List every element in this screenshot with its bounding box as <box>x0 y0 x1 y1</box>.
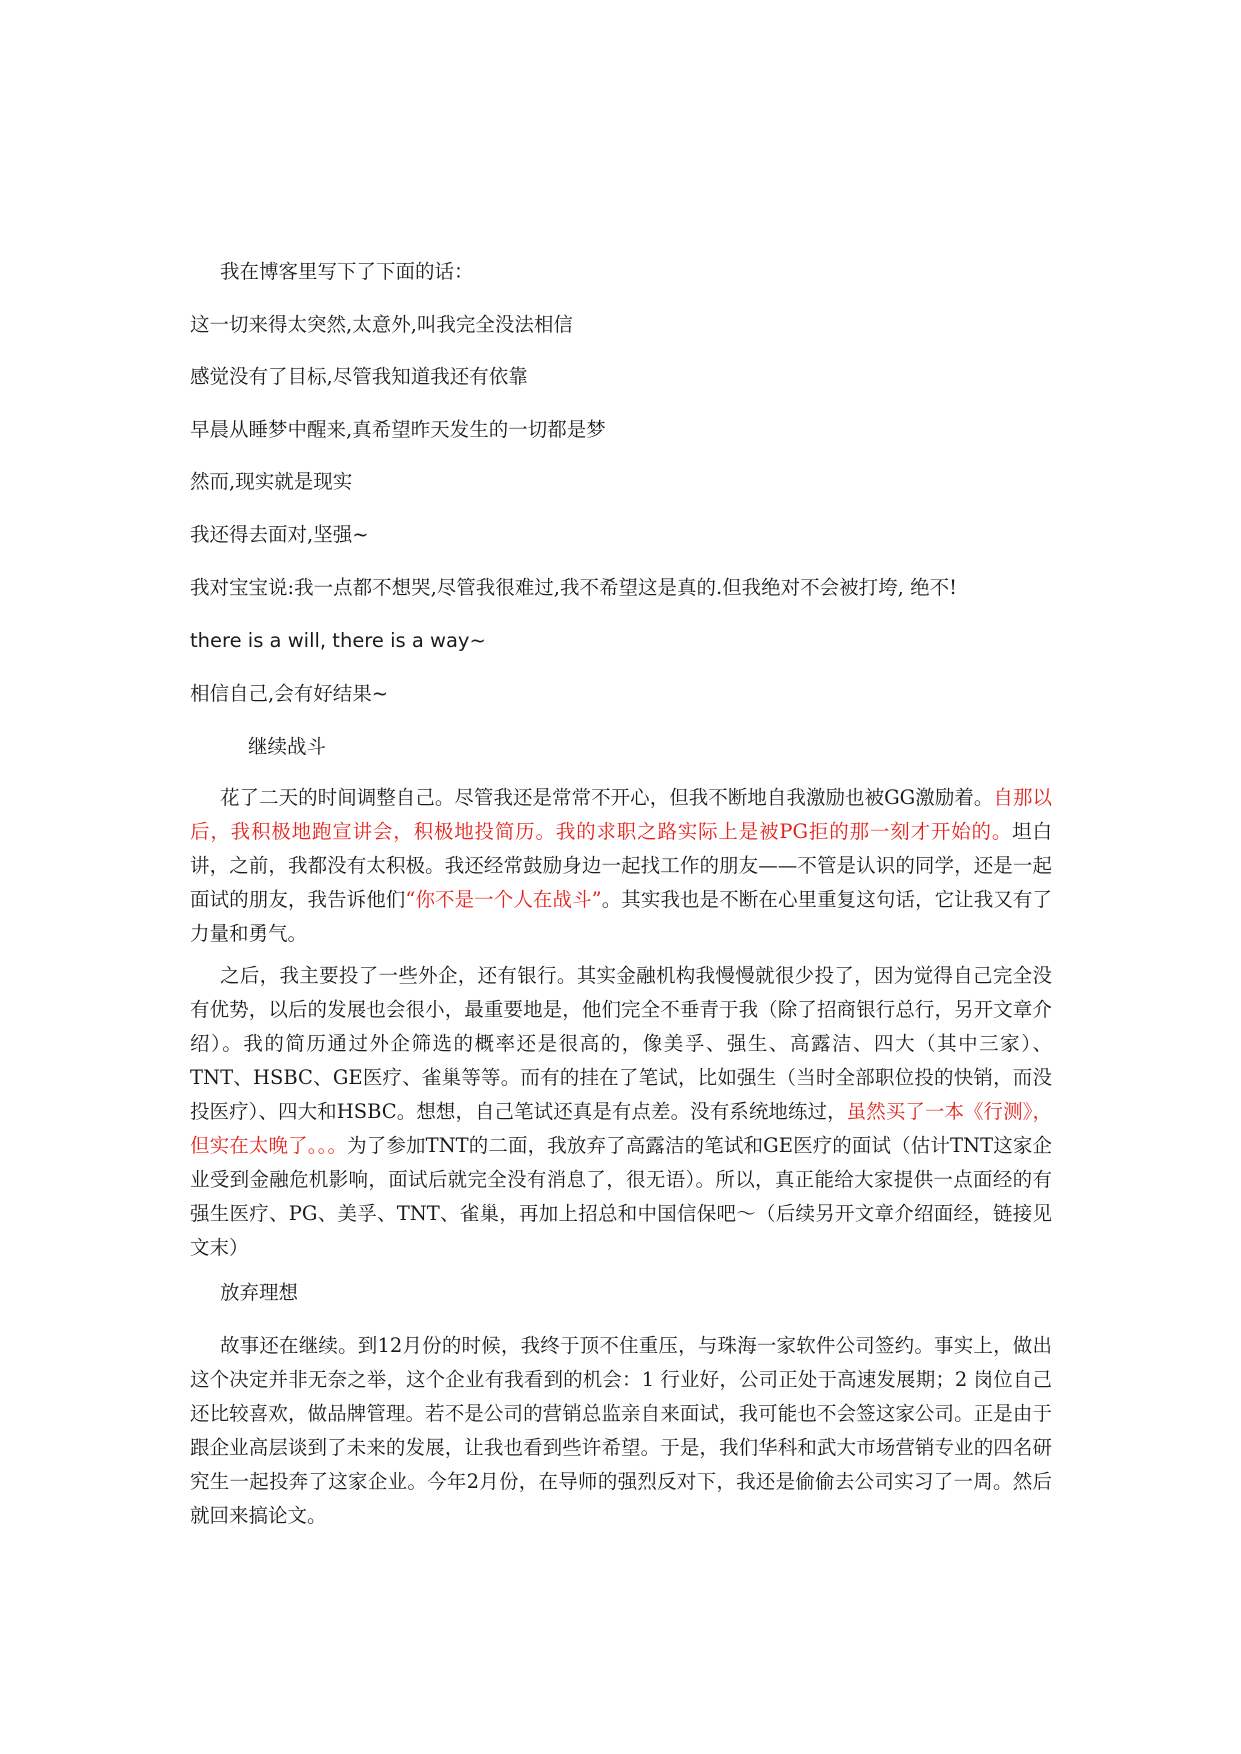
poem-line-8: 相信自己,会有好结果~ <box>190 682 389 705</box>
poem-line-2: 感觉没有了目标,尽管我知道我还有依靠 <box>190 365 528 388</box>
poem-line-3: 早晨从睡梦中醒来,真希望昨天发生的一切都是梦 <box>190 418 606 441</box>
paragraph-job-search <box>190 959 1052 1265</box>
poem-line-6: 我对宝宝说:我一点都不想哭,尽管我很难过,我不希望这是真的.但我绝对不会被打垮, 绝不! <box>190 576 957 599</box>
section-heading-continue-fighting: 继续战斗 <box>248 735 327 758</box>
highlighted-quote: “你不是一个人在战斗” <box>405 888 602 911</box>
highlighted-text: 自那以后，我积极地跑宣讲会，积极地投简历。我的求职之路实际上是被PG拒的那一刻才开始的。 <box>190 786 1052 843</box>
highlighted-text: 虽然买了一本《行测》，但实在太晚了。。。 <box>190 1100 1052 1157</box>
section-heading-give-up-ideal: 放弃理想 <box>220 1281 299 1304</box>
paragraph-text: 为了参加TNT的二面，我放弃了高露洁的笔试和GE医疗的面试（估计TNT这家企业受到金融危机影响，面试后就完全没有消息了，很无语）。所以，真正能给大家提供一点面经的有强生医疗、PG、美孚、TNT、雀巢，再加上招总和中国信保吧～（后续另开文章介绍面经，链接见文末） <box>190 1134 1052 1259</box>
paragraph-text: 之后，我主要投了一些外企，还有银行。其实金融机构我慢慢就很少投了，因为觉得自己完全没有优势，以后的发展也会很小，最重要地是，他们完全不垂青于我（除了招商银行总行，另开文章介绍）。我的简历通过外企筛选的概率还是很高的，像美孚、强生、高露洁、四大（其中三家）、TNT、HSBC、GE医疗、雀巢等等。而有的挂在了笔试，比如强生（当时全部职位投的快销，而没投医疗）、四大和HSBC。想想，自己笔试还真是有点差。没有系统地练过， <box>190 964 1052 1123</box>
poem-line-5: 我还得去面对,坚强~ <box>190 523 369 546</box>
poem-line-1: 这一切来得太突然,太意外,叫我完全没法相信 <box>190 313 573 336</box>
poem-line-4: 然而,现实就是现实 <box>190 470 353 493</box>
paragraph-text: 花了二天的时间调整自己。尽管我还是常常不开心，但我不断地自我激励也被GG激励着。 <box>220 786 994 809</box>
paragraph-continue-fighting <box>190 781 1052 951</box>
paragraph-text: 故事还在继续。到12月份的时候，我终于顶不住重压，与珠海一家软件公司签约。事实上，做出这个决定并非无奈之举，这个企业有我看到的机会：1 行业好，公司正处于高速发展期；2 岗位自己还比较喜欢，做品牌管理。若不是公司的营销总监亲自来面试，我可能也不会签这家公司。正是由于跟企业高层谈到了未来的发展，让我也看到些许希望。于是，我们华科和武大市场营销专业的四名研究生一起投奔了这家企业。今年2月份，在导师的强烈反对下，我还是偷偷去公司实习了一周。然后就回来搞论文。 <box>190 1334 1052 1527</box>
paragraph-give-up-ideal <box>190 1329 1052 1533</box>
paragraph-text: 坦白讲，之前，我都没有太积极。我还经常鼓励身边一起找工作的朋友——不管是认识的同学，还是一起面试的朋友，我告诉他们 <box>190 820 1052 911</box>
blog-intro: 我在博客里写下了下面的话： <box>220 260 474 283</box>
poem-line-7: there is a will, there is a way~ <box>190 629 486 652</box>
paragraph-text: 。其实我也是不断在心里重复这句话，它让我又有了力量和勇气。 <box>190 888 1052 945</box>
